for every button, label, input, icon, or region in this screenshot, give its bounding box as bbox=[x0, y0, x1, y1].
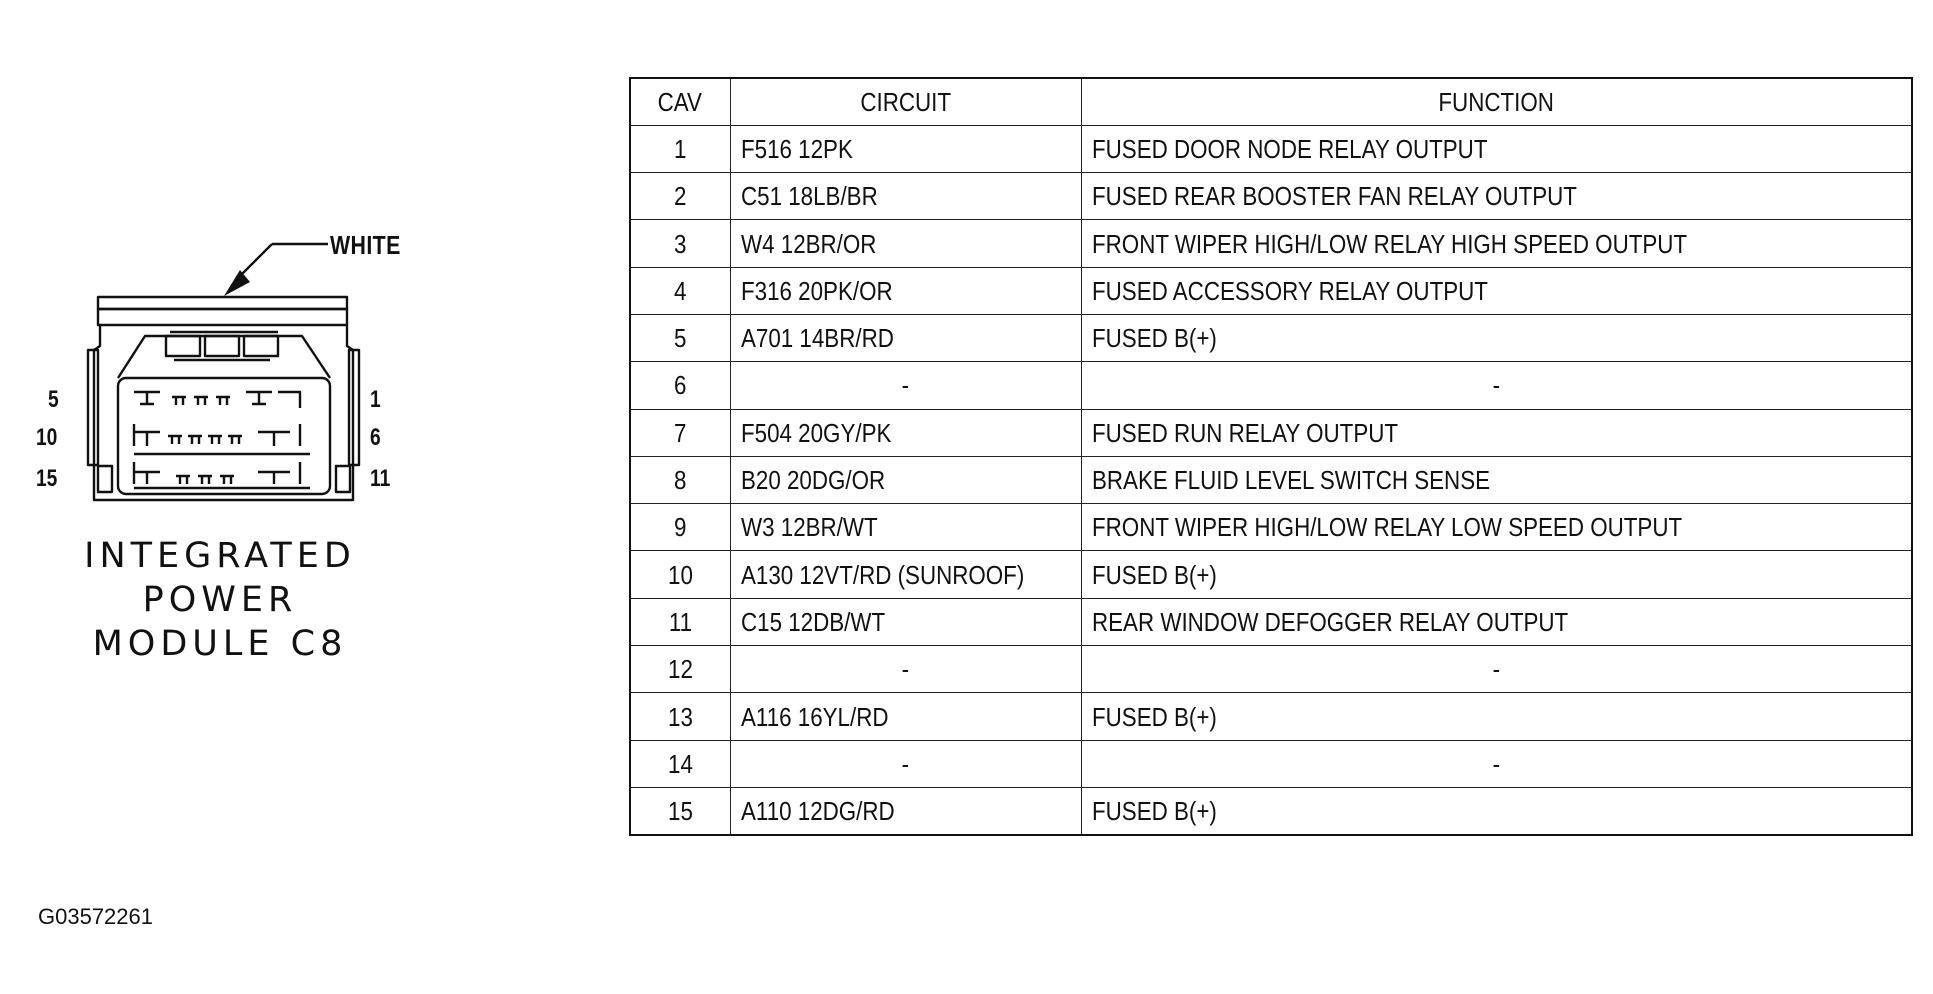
cell-circuit-text: A130 12VT/RD (SUNROOF) bbox=[740, 559, 1024, 590]
cell-function-text: REAR WINDOW DEFOGGER RELAY OUTPUT bbox=[1091, 606, 1568, 637]
table-row bbox=[630, 456, 1912, 503]
cell-circuit-text: A701 14BR/RD bbox=[740, 323, 894, 354]
cell-function bbox=[1081, 362, 1912, 409]
cell-cav-text: 15 bbox=[667, 795, 693, 826]
cell-circuit bbox=[730, 504, 1081, 551]
cell-cav-text: 9 bbox=[674, 512, 687, 543]
connector-color-label: WHITE bbox=[330, 230, 401, 260]
pin-label-11: 11 bbox=[370, 465, 391, 492]
module-title-line-1: INTEGRATED bbox=[84, 536, 356, 576]
cell-cav bbox=[630, 504, 730, 551]
cell-circuit-text: F504 20GY/PK bbox=[740, 417, 891, 448]
cell-function-text: FUSED B(+) bbox=[1091, 701, 1217, 732]
pin-label-1: 1 bbox=[370, 386, 381, 413]
cell-circuit bbox=[730, 125, 1081, 172]
cell-function bbox=[1081, 551, 1912, 598]
cell-function-text: BRAKE FLUID LEVEL SWITCH SENSE bbox=[1091, 465, 1490, 496]
cell-cav bbox=[630, 220, 730, 267]
header-function bbox=[1081, 78, 1912, 125]
cell-circuit-text: - bbox=[901, 748, 910, 779]
table-row bbox=[630, 787, 1912, 834]
connector-figure bbox=[0, 0, 460, 760]
cell-cav-text: 10 bbox=[667, 559, 693, 590]
cell-circuit-text: W3 12BR/WT bbox=[740, 512, 878, 543]
table-row bbox=[630, 173, 1912, 220]
cell-circuit bbox=[730, 598, 1081, 645]
cell-function bbox=[1081, 787, 1912, 834]
pin-label-10: 10 bbox=[36, 424, 58, 451]
table-row bbox=[630, 267, 1912, 314]
cell-circuit bbox=[730, 267, 1081, 314]
cell-function-text: - bbox=[1492, 654, 1500, 685]
cell-circuit bbox=[730, 456, 1081, 503]
cell-circuit-text: F316 20PK/OR bbox=[740, 275, 893, 306]
cell-circuit-text: A110 12DG/RD bbox=[740, 795, 895, 826]
cell-cav-text: 4 bbox=[674, 275, 687, 306]
cell-cav bbox=[630, 693, 730, 740]
cell-function-text: FUSED REAR BOOSTER FAN RELAY OUTPUT bbox=[1091, 181, 1577, 212]
cell-circuit-text: B20 20DG/OR bbox=[740, 465, 885, 496]
cell-cav-text: 6 bbox=[674, 370, 687, 401]
cell-function-text: FUSED RUN RELAY OUTPUT bbox=[1091, 417, 1398, 448]
cell-function-text: FUSED B(+) bbox=[1091, 795, 1217, 826]
cell-function bbox=[1081, 314, 1912, 361]
cell-circuit bbox=[730, 409, 1081, 456]
cell-function bbox=[1081, 504, 1912, 551]
pin-label-6: 6 bbox=[370, 424, 381, 451]
cell-circuit-text: W4 12BR/OR bbox=[740, 228, 876, 259]
cell-cav-text: 3 bbox=[674, 228, 687, 259]
cell-circuit-text: F516 12PK bbox=[740, 133, 853, 164]
cell-function bbox=[1081, 173, 1912, 220]
cell-circuit-text: A116 16YL/RD bbox=[740, 701, 889, 732]
cell-function-text: FUSED B(+) bbox=[1091, 323, 1217, 354]
cell-function bbox=[1081, 693, 1912, 740]
cell-cav-text: 5 bbox=[674, 323, 687, 354]
pin-label-5: 5 bbox=[48, 386, 59, 413]
table-row bbox=[630, 551, 1912, 598]
pin-label-15: 15 bbox=[36, 465, 58, 492]
header-cav bbox=[630, 78, 730, 125]
table-row bbox=[630, 409, 1912, 456]
cell-function bbox=[1081, 598, 1912, 645]
cell-circuit-text: - bbox=[901, 370, 910, 401]
cell-cav bbox=[630, 125, 730, 172]
cell-function bbox=[1081, 267, 1912, 314]
cell-cav-text: 12 bbox=[667, 654, 693, 685]
cell-function bbox=[1081, 125, 1912, 172]
cell-circuit bbox=[730, 551, 1081, 598]
cell-function-text: - bbox=[1492, 748, 1500, 779]
cell-circuit-text: C51 18LB/BR bbox=[740, 181, 878, 212]
cell-cav bbox=[630, 598, 730, 645]
pinout-body bbox=[630, 125, 1912, 834]
cell-cav-text: 14 bbox=[667, 748, 693, 779]
cell-cav-text: 13 bbox=[667, 701, 693, 732]
cell-function-text: FUSED DOOR NODE RELAY OUTPUT bbox=[1091, 133, 1487, 164]
cell-cav-text: 7 bbox=[674, 417, 687, 448]
cell-cav-text: 2 bbox=[674, 181, 687, 212]
cell-function bbox=[1081, 740, 1912, 787]
pinout-table bbox=[629, 77, 1913, 836]
header-function-label: FUNCTION bbox=[1438, 86, 1555, 117]
cell-cav-text: 1 bbox=[674, 133, 687, 164]
header-cav-label: CAV bbox=[658, 86, 703, 117]
cell-circuit bbox=[730, 220, 1081, 267]
cell-circuit bbox=[730, 693, 1081, 740]
cell-cav-text: 11 bbox=[668, 606, 692, 637]
cell-circuit bbox=[730, 173, 1081, 220]
cell-function bbox=[1081, 646, 1912, 693]
figure-id: G03572261 bbox=[38, 904, 153, 929]
table-row bbox=[630, 125, 1912, 172]
cell-function bbox=[1081, 220, 1912, 267]
table-row bbox=[630, 220, 1912, 267]
table-row bbox=[630, 646, 1912, 693]
table-row bbox=[630, 362, 1912, 409]
cell-function-text: FRONT WIPER HIGH/LOW RELAY LOW SPEED OUTPUT bbox=[1091, 512, 1682, 543]
cell-cav-text: 8 bbox=[674, 465, 687, 496]
table-row bbox=[630, 740, 1912, 787]
cell-cav bbox=[630, 456, 730, 503]
header-circuit bbox=[730, 78, 1081, 125]
cell-circuit-text: C15 12DB/WT bbox=[740, 606, 885, 637]
cell-cav bbox=[630, 787, 730, 834]
table-row bbox=[630, 598, 1912, 645]
module-title-line-2: POWER bbox=[142, 580, 298, 620]
table-header-row bbox=[630, 78, 1912, 125]
table-row bbox=[630, 693, 1912, 740]
cell-cav bbox=[630, 551, 730, 598]
cell-circuit bbox=[730, 740, 1081, 787]
cell-circuit bbox=[730, 646, 1081, 693]
cell-function-text: FUSED ACCESSORY RELAY OUTPUT bbox=[1091, 275, 1488, 306]
module-title bbox=[40, 534, 400, 666]
cell-cav bbox=[630, 740, 730, 787]
cell-circuit-text: - bbox=[901, 654, 910, 685]
header-circuit-label: CIRCUIT bbox=[860, 86, 951, 117]
cell-cav bbox=[630, 314, 730, 361]
cell-function-text: FRONT WIPER HIGH/LOW RELAY HIGH SPEED OUTPUT bbox=[1091, 228, 1687, 259]
cell-cav bbox=[630, 267, 730, 314]
cell-cav bbox=[630, 646, 730, 693]
table-row bbox=[630, 314, 1912, 361]
cell-function bbox=[1081, 456, 1912, 503]
cell-circuit bbox=[730, 362, 1081, 409]
cell-cav bbox=[630, 409, 730, 456]
cell-circuit bbox=[730, 314, 1081, 361]
cell-circuit bbox=[730, 787, 1081, 834]
table-row bbox=[630, 504, 1912, 551]
cell-function-text: FUSED B(+) bbox=[1091, 559, 1217, 590]
module-title-line-3: MODULE C8 bbox=[92, 624, 348, 664]
cell-function bbox=[1081, 409, 1912, 456]
cell-cav bbox=[630, 362, 730, 409]
cell-cav bbox=[630, 173, 730, 220]
cell-function-text: - bbox=[1492, 370, 1500, 401]
